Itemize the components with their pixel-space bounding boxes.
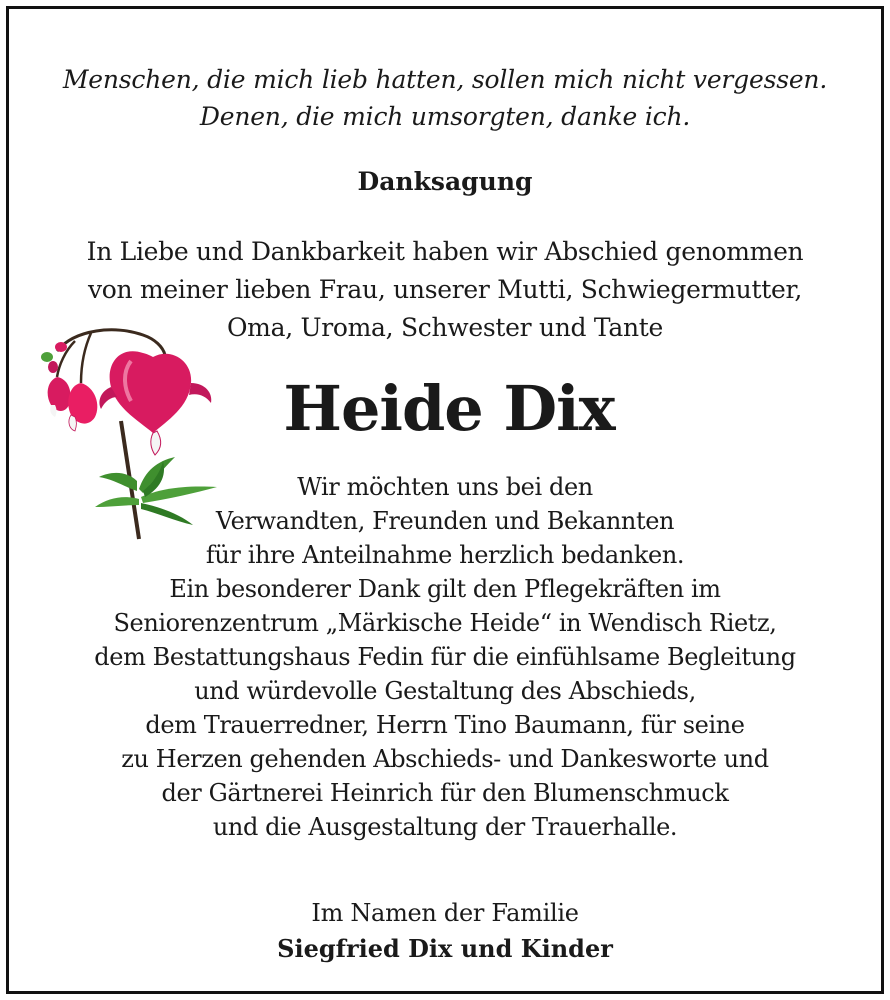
thanks-line: für ihre Anteilnahme herzlich bedanken. bbox=[205, 541, 685, 569]
intro-line: von meiner lieben Frau, unserer Mutti, Schwiegermutter, bbox=[87, 275, 802, 304]
obituary-card bbox=[6, 6, 884, 994]
thanks-line: Ein besonderer Dank gilt den Pflegekräften im bbox=[169, 575, 721, 603]
motto-quote bbox=[9, 61, 881, 135]
thanks-line: der Gärtnerei Heinrich für den Blumenschmuck bbox=[161, 779, 729, 807]
thanks-line: Wir möchten uns bei den bbox=[297, 473, 593, 501]
signer-name: Siegfried Dix und Kinder bbox=[277, 934, 613, 963]
thanks-line: zu Herzen gehenden Abschieds- und Dankesworte und bbox=[121, 745, 769, 773]
thanks-line: und die Ausgestaltung der Trauerhalle. bbox=[212, 813, 678, 841]
motto-line: Denen, die mich umsorgten, danke ich. bbox=[199, 102, 691, 131]
closing-signature bbox=[9, 895, 881, 967]
intro-line: Oma, Uroma, Schwester und Tante bbox=[226, 313, 663, 342]
thanks-line: dem Trauerredner, Herrn Tino Baumann, für seine bbox=[145, 711, 745, 739]
thanks-line: dem Bestattungshaus Fedin für die einfühlsame Begleitung bbox=[94, 643, 796, 671]
thanks-line: Seniorenzentrum „Märkische Heide“ in Wendisch Rietz, bbox=[113, 609, 777, 637]
thanks-text bbox=[9, 470, 881, 844]
intro-line: In Liebe und Dankbarkeit haben wir Abschied genommen bbox=[86, 237, 804, 266]
thanks-line: und würdevolle Gestaltung des Abschieds, bbox=[194, 677, 696, 705]
heading-danksagung: Danksagung bbox=[357, 167, 533, 196]
thanks-line: Verwandten, Freunden und Bekannten bbox=[215, 507, 675, 535]
motto-line: Menschen, die mich lieb hatten, sollen mich nicht vergessen. bbox=[62, 65, 828, 94]
closing-line: Im Namen der Familie bbox=[311, 899, 579, 927]
deceased-name: Heide Dix bbox=[283, 372, 615, 445]
